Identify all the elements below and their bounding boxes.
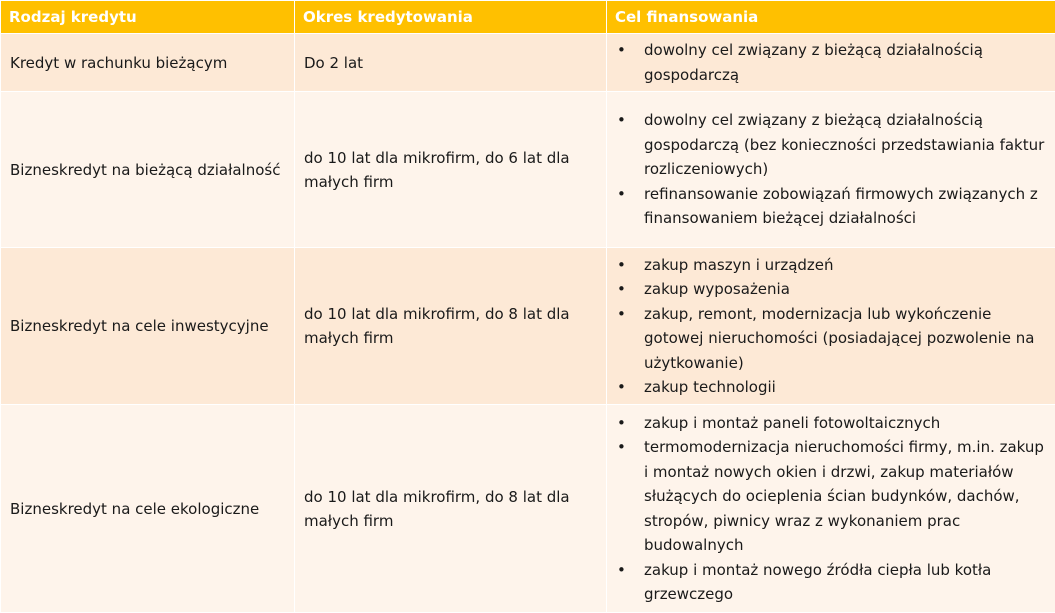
credit-period-cell: do 10 lat dla mikrofirm, do 6 lat dla małych firm: [295, 92, 607, 248]
credit-period-cell: do 10 lat dla mikrofirm, do 8 lat dla małych firm: [295, 405, 607, 613]
purpose-list: [607, 38, 1046, 87]
financing-purpose-cell: [607, 248, 1055, 405]
financing-purpose-cell: [607, 34, 1055, 92]
purpose-item: • zakup technologii: [607, 375, 1046, 400]
purpose-item: • zakup, remont, modernizacja lub wykończenie gotowej nieruchomości (posiadającej pozwolenie na użytkowanie): [607, 302, 1046, 376]
purpose-item: • zakup i montaż nowego źródła ciepła lub kotła grzewczego: [607, 558, 1046, 607]
purpose-item: • dowolny cel związany z bieżącą działalnością gospodarczą: [607, 38, 1046, 87]
header-credit-type: Rodzaj kredytu: [1, 1, 295, 34]
purpose-item: • zakup maszyn i urządzeń: [607, 253, 1046, 278]
purpose-item: • zakup i montaż paneli fotowoltaicznych: [607, 411, 1046, 436]
purpose-item: • zakup wyposażenia: [607, 277, 1046, 302]
purpose-item: • refinansowanie zobowiązań firmowych związanych z finansowaniem bieżącej działalności: [607, 182, 1046, 231]
table-row: [1, 405, 1055, 613]
purpose-list: [607, 253, 1046, 400]
purpose-list: [607, 108, 1046, 231]
credit-period-cell: do 10 lat dla mikrofirm, do 8 lat dla małych firm: [295, 248, 607, 405]
credit-type-cell: Kredyt w rachunku bieżącym: [1, 34, 295, 92]
purpose-list: [607, 411, 1046, 607]
financing-purpose-cell: [607, 92, 1055, 248]
credit-period-cell: Do 2 lat: [295, 34, 607, 92]
table-row: [1, 92, 1055, 248]
table-row: [1, 34, 1055, 92]
credit-type-cell: Bizneskredyt na cele inwestycyjne: [1, 248, 295, 405]
credit-type-cell: Bizneskredyt na cele ekologiczne: [1, 405, 295, 613]
credit-type-cell: Bizneskredyt na bieżącą działalność: [1, 92, 295, 248]
financing-purpose-cell: [607, 405, 1055, 613]
header-financing-purpose: Cel finansowania: [607, 1, 1055, 34]
purpose-item: • termomodernizacja nieruchomości firmy, m.in. zakup i montaż nowych okien i drzwi, zakup materiałów służących do ocieplenia ścian budynków, dachów, stropów, piwnicy wraz z wykonaniem prac budowalnych: [607, 435, 1046, 558]
table-row: [1, 248, 1055, 405]
header-credit-period: Okres kredytowania: [295, 1, 607, 34]
purpose-item: • dowolny cel związany z bieżącą działalnością gospodarczą (bez konieczności przedstawiania faktur rozliczeniowych): [607, 108, 1046, 182]
header-row: [1, 1, 1055, 34]
